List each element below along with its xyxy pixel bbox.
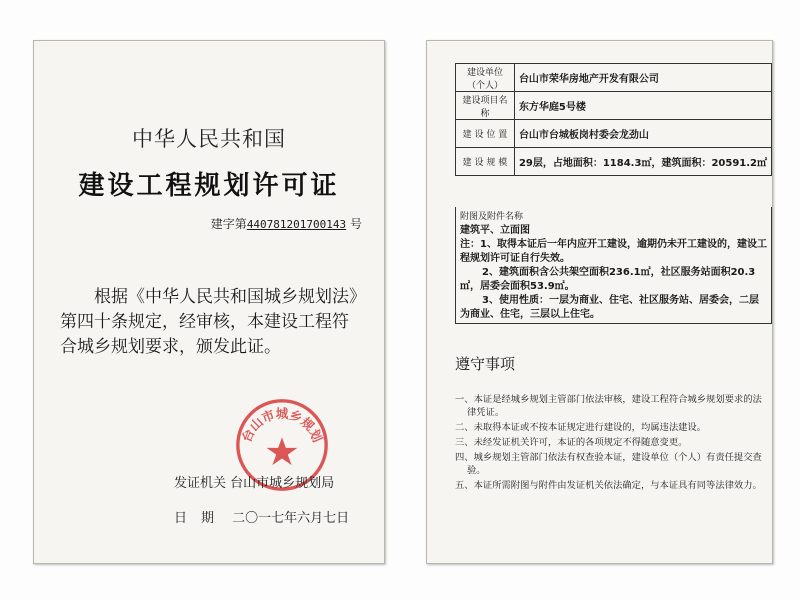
attachment-line: 2、建筑面积含公共架空面积236.1㎡，社区服务站面积20.3㎡，居委会面积53.9㎡。 [460,267,756,292]
issue-date [174,507,349,526]
date-value: 二〇一七年六月七日 [232,511,350,526]
attachments-header: 附图及附件名称 [460,212,524,222]
table-value: 台山市荣华房地产开发有限公司 [514,64,771,92]
cert-prefix: 建字第 [210,217,247,231]
table-row [456,92,772,120]
table-row [456,120,772,148]
attachment-line: 注：1、取得本证后一年内应开工建设，逾期仍未开工建设的，建设工程规划许可证自行失效。 [460,239,767,264]
table-value: 台山市台城板岗村委会龙劲山 [514,120,771,148]
attachment-line: 建筑平、立面图 [460,225,530,236]
rule-item: 三、未经发证机关许可，本证的各项规定不得随意变更。 [455,437,688,448]
project-info-table [455,63,772,176]
cert-number-value: 440781201700143 [246,218,347,231]
table-row [456,64,772,92]
table-key: 建设项目名称 [456,92,515,120]
table-row [456,148,772,176]
certificate-left-page [33,40,385,564]
attachment-line: 3、使用性质：一层为商业、住宅、社区服务站、居委会，二层为商业、住宅，三层以上住宅。 [460,295,759,320]
issuing-authority [174,472,334,491]
issuer-label: 发证机关 [174,476,227,491]
table-value: 东方华庭5号楼 [514,92,771,120]
certificate-number [211,215,362,232]
rule-item: 四、城乡规划主管部门依法有权查验本证，建设单位（个人）有责任提交查验。 [455,452,762,476]
cert-suffix: 号 [349,217,362,231]
rule-item: 一、本证是经城乡规划主管部门依法审核，建设工程符合城乡规划要求的法律凭证。 [455,394,762,418]
table-key: 建设单位（个人） [456,64,515,92]
certificate-right-page [426,40,773,564]
table-value: 29层，占地面积：1184.3㎡，建筑面积：20591.2㎡ [514,148,771,176]
rule-item: 二、未取得本证或不按本证规定进行建设的，均属违法建设。 [455,422,707,433]
country-name: 中华人民共和国 [132,127,286,151]
rule-item: 五、本证所需附图与附件由发证机关依法确定，与本证具有同等法律效力。 [455,480,762,491]
rules-list [455,393,765,494]
issuer-value: 台山市城乡规划局 [230,476,335,491]
date-label: 日期 [174,511,229,526]
table-key: 建 设 位 置 [456,120,515,148]
seal-text: 台山市城乡规划 [238,406,326,445]
attachments-box [455,207,772,324]
certificate-body-text: 根据《中华人民共和国城乡规划法》第四十条规定，经审核，本建设工程符合城乡规划要求，颁发此证。 [60,287,358,357]
table-key: 建 设 规 模 [456,148,515,176]
rules-title: 遵守事项 [455,355,516,373]
certificate-title: 建设工程规划许可证 [78,171,340,201]
